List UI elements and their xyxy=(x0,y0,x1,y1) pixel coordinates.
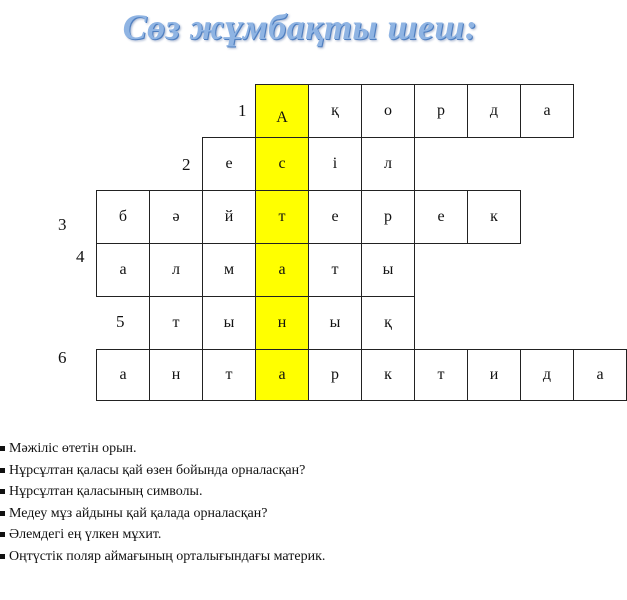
crossword-cell[interactable]: к xyxy=(467,190,521,244)
clue-6: Оңтүстік поляр аймағының орталығындағы материк. xyxy=(0,546,600,568)
clue-list xyxy=(0,438,600,568)
row-number: 3 xyxy=(58,215,67,234)
crossword-cell-keyword[interactable]: а xyxy=(255,349,309,401)
crossword-cell[interactable]: ы xyxy=(361,243,415,297)
crossword-cell[interactable]: д xyxy=(520,349,574,401)
crossword-cell[interactable]: ә xyxy=(149,190,203,244)
row-number: 6 xyxy=(58,348,67,367)
crossword-cell-keyword[interactable]: с xyxy=(255,137,309,191)
crossword-cell[interactable]: и xyxy=(467,349,521,401)
crossword-cell[interactable]: ы xyxy=(308,296,362,350)
crossword-cell[interactable]: а xyxy=(520,84,574,138)
clue-5: Әлемдегі ең үлкен мұхит. xyxy=(0,524,600,546)
crossword-cell[interactable]: і xyxy=(308,137,362,191)
crossword-cell[interactable]: м xyxy=(202,243,256,297)
crossword-cell[interactable]: д xyxy=(467,84,521,138)
crossword-cell[interactable]: т xyxy=(202,349,256,401)
clue-4: Медеу мұз айдыны қай қалада орналасқан? xyxy=(0,503,600,525)
row-number: 4 xyxy=(76,247,85,266)
page-title: Сөз жұмбақты шеш: xyxy=(122,7,478,47)
crossword-cell[interactable]: е xyxy=(308,190,362,244)
crossword-cell[interactable]: қ xyxy=(361,296,415,350)
crossword-cell[interactable]: т xyxy=(308,243,362,297)
clue-3: Нұрсұлтан қаласының символы. xyxy=(0,481,600,503)
row-number: 2 xyxy=(182,155,191,174)
crossword-cell[interactable]: к xyxy=(361,349,415,401)
row-number: 1 xyxy=(238,101,247,120)
crossword-cell[interactable]: л xyxy=(149,243,203,297)
crossword-cell[interactable]: й xyxy=(202,190,256,244)
crossword-cell-keyword[interactable]: н xyxy=(255,296,309,350)
crossword-cell-keyword[interactable]: а xyxy=(255,243,309,297)
clue-2: Нұрсұлтан қаласы қай өзен бойында орналасқан? xyxy=(0,460,600,482)
crossword-cell[interactable]: а xyxy=(96,243,150,297)
crossword-cell[interactable]: а xyxy=(96,349,150,401)
clue-1: Мәжіліс өтетін орын. xyxy=(0,438,600,460)
crossword-cell[interactable]: н xyxy=(149,349,203,401)
crossword-cell[interactable]: қ xyxy=(308,84,362,138)
crossword-cell[interactable]: е xyxy=(414,190,468,244)
crossword-cell[interactable]: т xyxy=(149,296,203,350)
crossword-cell[interactable]: ы xyxy=(202,296,256,350)
crossword-cell-keyword[interactable]: т xyxy=(255,190,309,244)
crossword-cell[interactable]: р xyxy=(361,190,415,244)
crossword-cell[interactable]: е xyxy=(202,137,256,191)
row-number: 5 xyxy=(116,312,125,331)
crossword-cell[interactable]: о xyxy=(361,84,415,138)
crossword-cell[interactable]: б xyxy=(96,190,150,244)
crossword-cell[interactable]: а xyxy=(573,349,627,401)
crossword-cell[interactable]: р xyxy=(308,349,362,401)
crossword-cell-keyword[interactable]: А xyxy=(255,84,309,138)
crossword-cell[interactable]: л xyxy=(361,137,415,191)
crossword-cell[interactable]: т xyxy=(414,349,468,401)
crossword-cell[interactable]: р xyxy=(414,84,468,138)
